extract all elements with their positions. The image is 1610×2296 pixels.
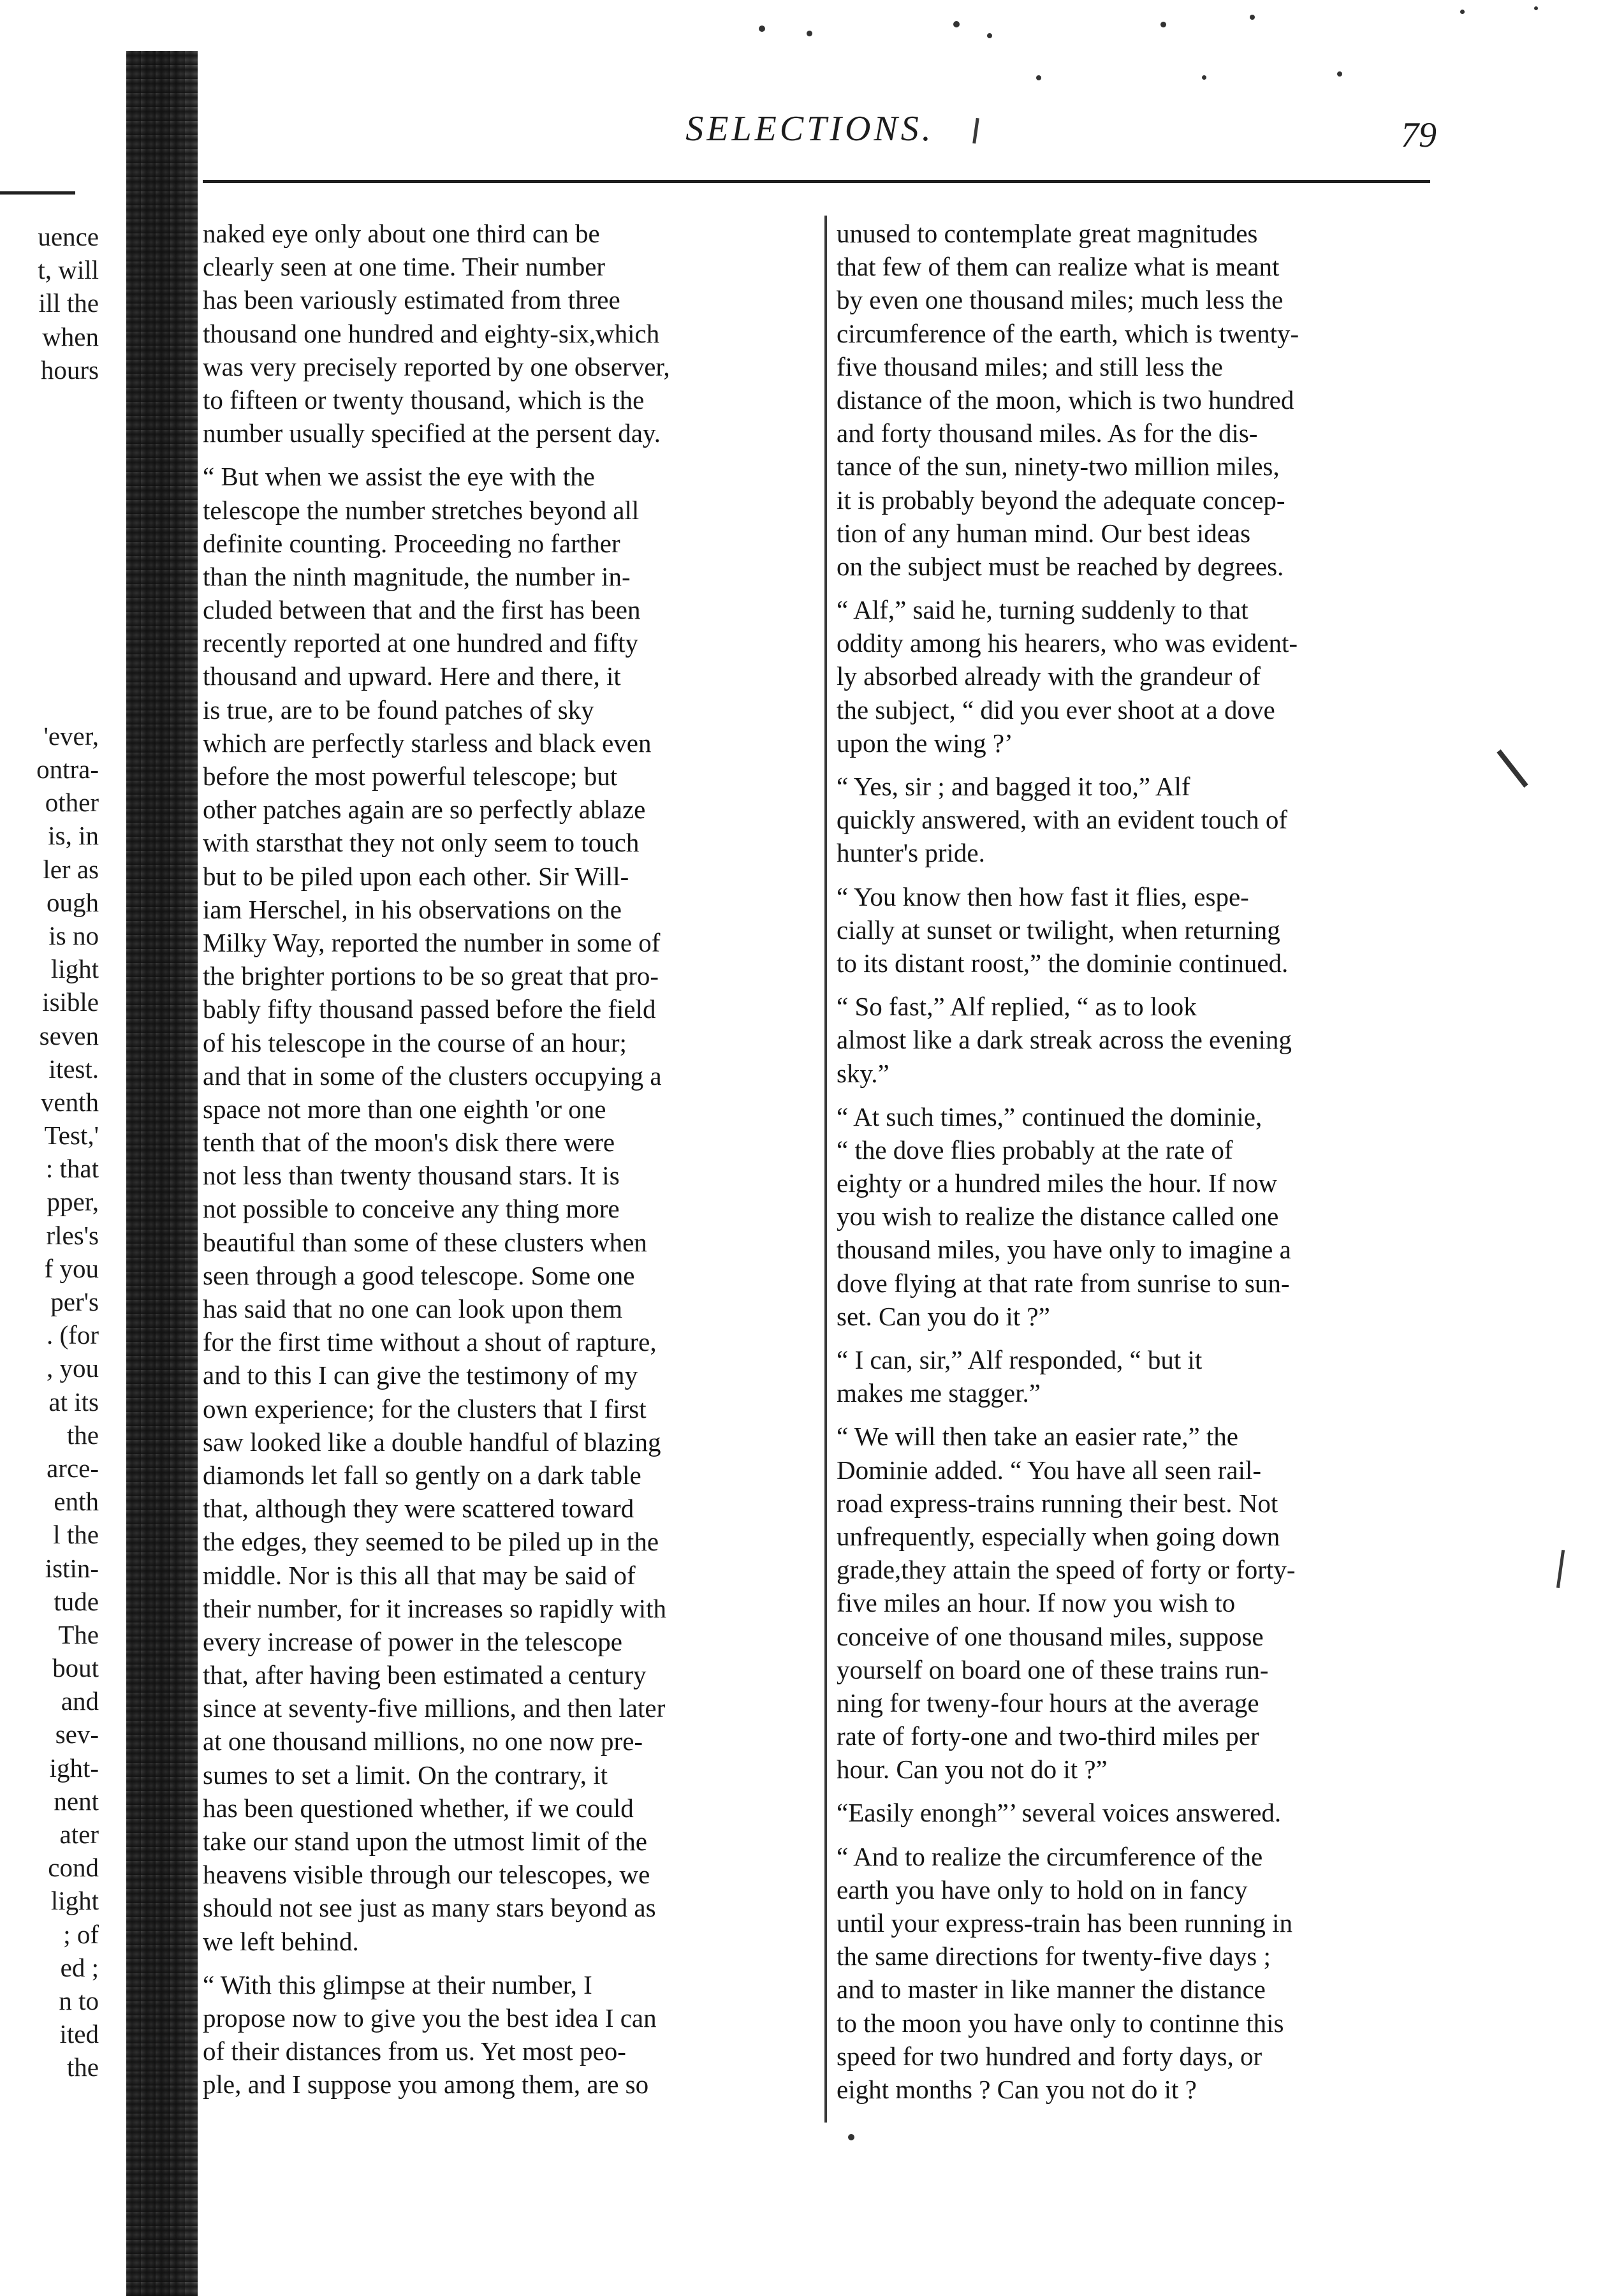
right-column-text-line: “ I can, sir,” Alf responded, “ but it bbox=[837, 1345, 1203, 1374]
left-margin-rule bbox=[0, 191, 75, 195]
margin-text-fragment: : that bbox=[45, 1154, 99, 1184]
right-column-text-line: distance of the moon, which is two hundred bbox=[837, 385, 1294, 415]
right-column-text-line: makes me stagger.” bbox=[837, 1378, 1041, 1408]
right-column-text-line: until your express-train has been running in bbox=[837, 1908, 1293, 1938]
margin-text-fragment: bout bbox=[52, 1653, 99, 1683]
right-column-text-line: to the moon you have only to continne this bbox=[837, 2008, 1284, 2038]
left-column-text-line: telescope the number stretches beyond all bbox=[203, 495, 640, 525]
margin-text-fragment: cond bbox=[48, 1853, 99, 1883]
right-column-text-line: earth you have only to hold on in fancy bbox=[837, 1874, 1248, 1904]
header-rule bbox=[203, 180, 1430, 183]
left-column-text-line: not possible to conceive any thing more bbox=[203, 1194, 620, 1224]
right-column-text-line: and to master in like manner the distance bbox=[837, 1975, 1266, 2005]
left-column-text-line: propose now to give you the best idea I can bbox=[203, 2003, 657, 2033]
right-column-text-line: eight months ? Can you not do it ? bbox=[837, 2074, 1197, 2104]
left-column-text-line: definite counting. Proceeding no farther bbox=[203, 528, 620, 558]
paragraph-gap bbox=[837, 1333, 1458, 1343]
right-column-text-line: it is probably beyond the adequate concep- bbox=[837, 485, 1285, 515]
margin-text-fragment: t, will bbox=[38, 255, 99, 285]
scan-speck bbox=[1534, 6, 1538, 10]
left-column-text-line: tenth that of the moon's disk there were bbox=[203, 1128, 615, 1158]
margin-text-fragment: sev- bbox=[55, 1719, 99, 1749]
left-column-text-line: bably fifty thousand passed before the field bbox=[203, 994, 656, 1024]
left-column-text-line: than the ninth magnitude, the number in- bbox=[203, 561, 631, 591]
right-column-text-line: the same directions for twenty-five days ; bbox=[837, 1941, 1271, 1971]
right-column-text-line: almost like a dark streak across the evening bbox=[837, 1025, 1292, 1055]
paragraph-gap bbox=[837, 760, 1458, 770]
left-column-text-line: clearly seen at one time. Their number bbox=[203, 252, 606, 282]
margin-text-fragment: istin- bbox=[45, 1553, 99, 1583]
left-column-text-line: middle. Nor is this all that may be said of bbox=[203, 1560, 636, 1590]
margin-text-fragment: ill the bbox=[38, 288, 99, 318]
margin-text-fragment: hours bbox=[40, 355, 99, 385]
left-column-text-line: should not see just as many stars beyond as bbox=[203, 1893, 656, 1923]
left-column-text-line: and to this I can give the testimony of my bbox=[203, 1360, 638, 1390]
left-column-text-line: cluded between that and the first has been bbox=[203, 595, 641, 625]
margin-text-fragment: when bbox=[42, 321, 99, 351]
right-column-text-line: that few of them can realize what is meant bbox=[837, 252, 1280, 282]
right-column-text-line: tance of the sun, ninety-two million miles, bbox=[837, 452, 1280, 482]
paragraph-gap bbox=[837, 583, 1458, 593]
margin-blank-line bbox=[0, 386, 99, 420]
column-divider bbox=[824, 216, 827, 2123]
margin-text-fragment: ater bbox=[59, 1820, 99, 1849]
margin-text-fragment: per's bbox=[50, 1287, 99, 1316]
right-column-text-line: you wish to realize the distance called one bbox=[837, 1202, 1279, 1232]
margin-text-fragment: Test,' bbox=[44, 1121, 99, 1151]
right-column-text-line: quickly answered, with an evident touch of bbox=[837, 805, 1288, 835]
paragraph-gap bbox=[837, 980, 1458, 990]
right-column-text-line: Dominie added. “ You have all seen rail- bbox=[837, 1455, 1262, 1485]
margin-blank-line bbox=[0, 652, 99, 686]
right-column-text-line: ning for tweny-four hours at the average bbox=[837, 1688, 1259, 1718]
right-column-text-line: “ At such times,” continued the dominie, bbox=[837, 1101, 1262, 1131]
left-column-text-line: we left behind. bbox=[203, 1926, 359, 1956]
left-column-text-line: iam Herschel, in his observations on the bbox=[203, 894, 622, 924]
margin-text-fragment: itest. bbox=[48, 1054, 99, 1084]
margin-text-fragment: arce- bbox=[47, 1453, 99, 1483]
margin-text-fragment: and bbox=[61, 1686, 99, 1716]
left-column-text-line: that, after having been estimated a century bbox=[203, 1660, 647, 1690]
margin-text-fragment: rles's bbox=[46, 1220, 99, 1250]
margin-text-fragment: enth bbox=[54, 1487, 99, 1517]
margin-text-fragment: ontra- bbox=[36, 754, 99, 784]
margin-text-fragment: , you bbox=[47, 1353, 99, 1383]
left-column-text-line: own experience; for the clusters that I first bbox=[203, 1394, 647, 1424]
scan-speck bbox=[953, 21, 960, 27]
left-column-text-line: has said that no one can look upon them bbox=[203, 1294, 623, 1323]
left-column-text-line: Milky Way, reported the number in some of bbox=[203, 927, 661, 957]
left-text-column bbox=[203, 217, 812, 2101]
left-column-text-line: take our stand upon the utmost limit of the bbox=[203, 1827, 647, 1856]
right-column-text-line: on the subject must be reached by degrees. bbox=[837, 551, 1284, 581]
margin-blank-line bbox=[0, 686, 99, 719]
margin-text-fragment: other bbox=[45, 788, 99, 818]
paragraph-gap bbox=[837, 870, 1458, 880]
left-column-text-line: recently reported at one hundred and fifty bbox=[203, 628, 639, 658]
left-column-text-line: thousand and upward. Here and there, it bbox=[203, 661, 621, 691]
left-column-text-line: “ But when we assist the eye with the bbox=[203, 462, 595, 492]
binding-shadow bbox=[126, 51, 198, 2296]
right-column-text-line: ly absorbed already with the grandeur of bbox=[837, 661, 1261, 691]
margin-text-fragment: ited bbox=[59, 2019, 99, 2049]
right-column-text-line: to its distant roost,” the dominie continued. bbox=[837, 948, 1289, 978]
right-text-column bbox=[837, 217, 1458, 2106]
margin-text-fragment: seven bbox=[39, 1020, 99, 1050]
margin-text-fragment: nent bbox=[54, 1786, 99, 1816]
left-column-text-line: that, although they were scattered toward bbox=[203, 1494, 634, 1524]
margin-blank-line bbox=[0, 487, 99, 520]
scan-speck bbox=[807, 31, 812, 36]
right-column-text-line: dove flying at that rate from sunrise to sun- bbox=[837, 1268, 1290, 1298]
left-column-text-line: has been questioned whether, if we could bbox=[203, 1793, 634, 1823]
right-column-text-line: five miles an hour. If now you wish to bbox=[837, 1588, 1236, 1618]
right-column-text-line: rate of forty-one and two-third miles per bbox=[837, 1721, 1259, 1751]
running-header-title: SELECTIONS. bbox=[685, 109, 934, 149]
right-column-text-line: “ We will then take an easier rate,” the bbox=[837, 1422, 1238, 1452]
left-column-text-line: heavens visible through our telescopes, we bbox=[203, 1860, 650, 1890]
left-column-text-line: sumes to set a limit. On the contrary, it bbox=[203, 1760, 608, 1790]
margin-text-fragment: light bbox=[50, 1886, 99, 1916]
left-column-text-line: but to be piled upon each other. Sir Will- bbox=[203, 861, 629, 891]
left-column-text-line: diamonds let fall so gently on a dark table bbox=[203, 1460, 641, 1490]
margin-text-fragment: n to bbox=[59, 1985, 99, 2015]
right-column-text-line: yourself on board one of these trains run- bbox=[837, 1654, 1269, 1684]
scan-speck bbox=[759, 26, 765, 32]
left-column-text-line: beautiful than some of these clusters when bbox=[203, 1227, 647, 1257]
right-column-text-line: and forty thousand miles. As for the dis- bbox=[837, 418, 1258, 448]
right-column-text-line: upon the wing ?’ bbox=[837, 728, 1013, 758]
right-column-text-line: “ So fast,” Alf replied, “ as to look bbox=[837, 992, 1197, 1022]
margin-blank-line bbox=[0, 453, 99, 486]
left-column-text-line: at one thousand millions, no one now pre- bbox=[203, 1726, 643, 1756]
margin-text-fragment: ed ; bbox=[60, 1952, 99, 1982]
margin-text-fragment: is, in bbox=[48, 821, 99, 851]
margin-text-fragment: the bbox=[66, 2052, 99, 2082]
left-column-text-line: ple, and I suppose you among them, are so bbox=[203, 2070, 649, 2100]
left-column-text-line: has been variously estimated from three bbox=[203, 285, 620, 315]
right-column-text-line: tion of any human mind. Our best ideas bbox=[837, 518, 1251, 548]
left-column-text-line: thousand one hundred and eighty-six,which bbox=[203, 318, 660, 348]
left-column-text-line: to fifteen or twenty thousand, which is the bbox=[203, 385, 645, 415]
right-column-text-line: “ Alf,” said he, turning suddenly to that bbox=[837, 595, 1248, 625]
margin-text-fragment: isible bbox=[42, 987, 99, 1017]
left-column-text-line: the edges, they seemed to be piled up in the bbox=[203, 1527, 659, 1557]
left-column-text-line: of their distances from us. Yet most peo- bbox=[203, 2036, 626, 2066]
right-column-text-line: by even one thousand miles; much less the bbox=[837, 285, 1284, 315]
margin-blank-line bbox=[0, 619, 99, 652]
right-column-text-line: hour. Can you not do it ?” bbox=[837, 1755, 1108, 1785]
page-number: 79 bbox=[1401, 115, 1437, 155]
margin-text-fragment: 'ever, bbox=[43, 721, 99, 751]
paragraph-gap bbox=[203, 1958, 812, 1968]
margin-text-fragment: ight- bbox=[49, 1753, 99, 1783]
scan-speck bbox=[1337, 71, 1342, 77]
margin-text-fragment: at its bbox=[48, 1387, 99, 1417]
right-column-text-line: the subject, “ did you ever shoot at a dove bbox=[837, 695, 1275, 725]
right-column-text-line: sky.” bbox=[837, 1058, 889, 1088]
left-column-text-line: and that in some of the clusters occupying a bbox=[203, 1061, 662, 1091]
margin-text-fragment: ler as bbox=[43, 854, 99, 884]
margin-text-fragment: tude bbox=[54, 1586, 99, 1616]
right-column-text-line: grade,they attain the speed of forty or forty- bbox=[837, 1555, 1296, 1585]
scan-speck bbox=[848, 2134, 854, 2140]
left-column-text-line: since at seventy-five millions, and then later bbox=[203, 1693, 666, 1723]
left-column-text-line: for the first time without a shout of rapture, bbox=[203, 1327, 657, 1357]
left-column-text-line: every increase of power in the telescope bbox=[203, 1626, 622, 1656]
margin-text-fragment: l the bbox=[53, 1520, 99, 1550]
left-column-text-line: other patches again are so perfectly ablaze bbox=[203, 795, 646, 825]
left-column-text-line: of his telescope in the course of an hour; bbox=[203, 1027, 627, 1057]
scan-speck bbox=[1036, 75, 1041, 80]
scan-speck bbox=[1460, 10, 1465, 14]
margin-text-fragment: is no bbox=[48, 920, 99, 950]
left-column-text-line: the brighter portions to be so great that pro- bbox=[203, 961, 659, 991]
left-column-text-line: number usually specified at the persent day. bbox=[203, 418, 661, 448]
margin-text-fragment: The bbox=[58, 1619, 99, 1649]
left-column-text-line: “ With this glimpse at their number, I bbox=[203, 1969, 592, 1999]
right-column-text-line: “ the dove flies probably at the rate of bbox=[837, 1135, 1233, 1165]
paragraph-gap bbox=[203, 450, 812, 460]
margin-blank-line bbox=[0, 420, 99, 453]
right-column-text-line: hunter's pride. bbox=[837, 838, 985, 868]
right-column-text-line: thousand miles, you have only to imagine a bbox=[837, 1235, 1291, 1265]
margin-text-fragment: . (for bbox=[47, 1320, 99, 1350]
margin-text-fragment: the bbox=[66, 1420, 99, 1450]
left-column-text-line: before the most powerful telescope; but bbox=[203, 762, 618, 791]
left-column-text-line: not less than twenty thousand stars. It is bbox=[203, 1161, 620, 1191]
right-column-text-line: conceive of one thousand miles, suppose bbox=[837, 1621, 1264, 1651]
margin-text-fragment: pper, bbox=[47, 1187, 99, 1217]
left-margin-text-fragments bbox=[0, 220, 99, 2197]
right-column-text-line: “ Yes, sir ; and bagged it too,” Alf bbox=[837, 772, 1190, 801]
right-column-text-line: five thousand miles; and still less the bbox=[837, 351, 1223, 381]
paragraph-gap bbox=[837, 1409, 1458, 1420]
scan-slash-mark bbox=[1497, 749, 1528, 788]
right-column-text-line: “ And to realize the circumference of the bbox=[837, 1841, 1263, 1871]
margin-text-fragment: ; of bbox=[63, 1919, 99, 1949]
paragraph-gap bbox=[837, 1830, 1458, 1840]
scan-speck bbox=[1160, 22, 1166, 27]
margin-blank-line bbox=[0, 553, 99, 586]
left-column-text-line: which are perfectly starless and black even bbox=[203, 728, 652, 758]
right-column-text-line: cially at sunset or twilight, when returning bbox=[837, 915, 1280, 945]
right-column-text-line: eighty or a hundred miles the hour. If now bbox=[837, 1168, 1278, 1198]
paragraph-gap bbox=[837, 1090, 1458, 1100]
right-column-text-line: “Easily enongh”’ several voices answered. bbox=[837, 1798, 1282, 1828]
right-column-text-line: speed for two hundred and forty days, or bbox=[837, 2041, 1262, 2071]
right-column-text-line: circumference of the earth, which is twenty- bbox=[837, 318, 1299, 348]
right-column-text-line: unused to contemplate great magnitudes bbox=[837, 219, 1258, 248]
left-column-text-line: their number, for it increases so rapidly with bbox=[203, 1593, 667, 1623]
left-column-text-line: naked eye only about one third can be bbox=[203, 219, 600, 248]
right-column-text-line: oddity among his hearers, who was evident- bbox=[837, 628, 1298, 658]
scan-speck bbox=[1202, 75, 1206, 80]
left-column-text-line: was very precisely reported by one observer, bbox=[203, 351, 670, 381]
left-column-text-line: space not more than one eighth 'or one bbox=[203, 1094, 606, 1124]
right-column-text-line: set. Can you do it ?” bbox=[837, 1301, 1050, 1331]
paragraph-gap bbox=[837, 1786, 1458, 1796]
margin-blank-line bbox=[0, 586, 99, 619]
margin-text-fragment: venth bbox=[40, 1087, 99, 1117]
margin-text-fragment: uence bbox=[38, 222, 99, 251]
scan-tick-mark bbox=[1556, 1550, 1565, 1588]
margin-blank-line bbox=[0, 520, 99, 553]
scan-speck bbox=[1250, 15, 1255, 20]
margin-text-fragment: light bbox=[50, 954, 99, 984]
margin-text-fragment: f you bbox=[44, 1253, 99, 1283]
right-column-text-line: road express-trains running their best. Not bbox=[837, 1488, 1278, 1518]
left-column-text-line: saw looked like a double handful of blazing bbox=[203, 1427, 661, 1457]
right-column-text-line: “ You know then how fast it flies, espe- bbox=[837, 881, 1249, 911]
margin-text-fragment: ough bbox=[47, 887, 99, 917]
left-column-text-line: is true, are to be found patches of sky bbox=[203, 695, 594, 725]
left-column-text-line: with starsthat they not only seem to touch bbox=[203, 828, 640, 858]
scan-speck bbox=[987, 33, 992, 38]
right-column-text-line: unfrequently, especially when going down bbox=[837, 1521, 1280, 1551]
left-column-text-line: seen through a good telescope. Some one bbox=[203, 1260, 635, 1290]
